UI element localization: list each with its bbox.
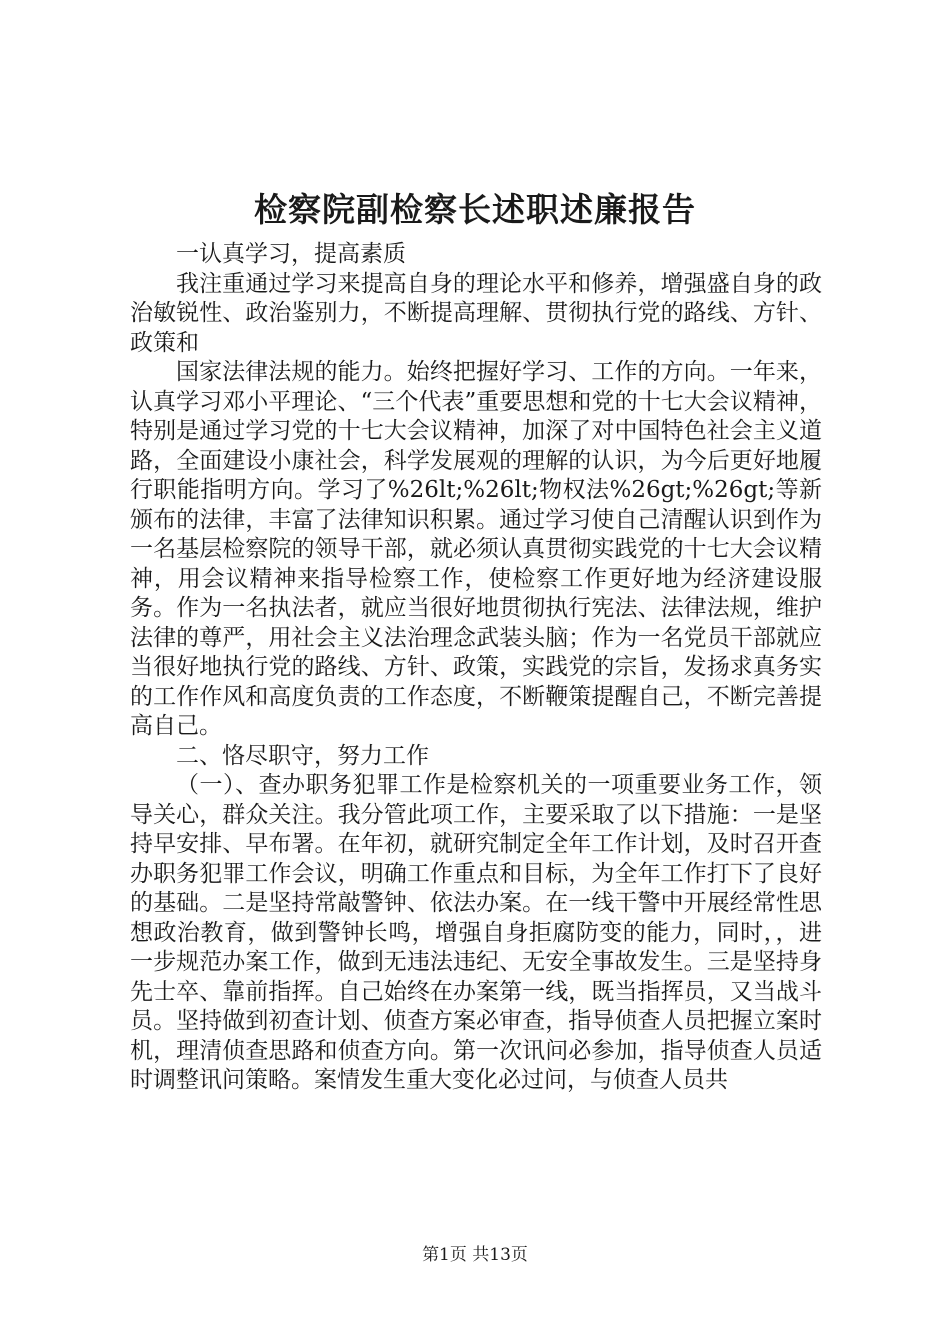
paragraph: 国家法律法规的能力。始终把握好学习、工作的方向。一年来，认真学习邓小平理论、“三个代表”重要思想和党的十七大会议精神，特别是通过学习党的十七大会议精神，加深了对中国特色社会主义道路，全面建设小康社会，科学发展观的理解的认识，为今后更好地履行职能指明方向。学习了%26lt;%26lt;物权法%26gt;%26gt;等新颁布的法律，丰富了法律知识积累。通过学习使自己清醒认识到作为一名基层检察院的领导干部，就必须认真贯彻实践党的十七大会议精神，用会议精神来指导检察工作，使检察工作更好地为经济建设服务。作为一名执法者，就应当很好地贯彻执行宪法、法律法规，维护法律的尊严，用社会主义法治理念武装头脑；作为一名党员干部就应当很好地执行党的路线、方针、政策，实践党的宗旨，发扬求真务实的工作作风和高度负责的工作态度，不断鞭策提醒自己，不断完善提高自己。 (130, 359, 822, 739)
paragraph: （一）、查办职务犯罪工作是检察机关的一项重要业务工作，领导关心，群众关注。我分管此项工作，主要采取了以下措施：一是坚持早安排、早布署。在年初，就研究制定全年工作计划，及时召开查办职务犯罪工作会议，明确工作重点和目标，为全年工作打下了良好的基础。二是坚持常敲警钟、依法办案。在一线干警中开展经常性思想政治教育，做到警钟长鸣，增强自身拒腐防变的能力，同时，，进一步规范办案工作，做到无违法违纪、无安全事故发生。三是坚持身先士卒、靠前指挥。自己始终在办案第一线，既当指挥员，又当战斗员。坚持做到初查计划、侦查方案必审查，指导侦查人员把握立案时机，理清侦查思路和侦查方向。第一次讯问必参加，指导侦查人员适时调整讯问策略。案情发生重大变化必过问，与侦查人员共 (130, 772, 822, 1093)
section-heading: 二、恪尽职守，努力工作 (176, 742, 429, 769)
paragraph: 我注重通过学习来提高自身的理论水平和修养，增强盛自身的政治敏锐性、政治鉴别力，不断提高理解、贯彻执行党的路线、方针、政策和 (130, 270, 822, 356)
document-title: 检察院副检察长述职述廉报告 (254, 190, 696, 229)
section-heading: 一认真学习，提高素质 (176, 241, 406, 267)
page-number-footer: 第1页 共13页 (422, 1245, 528, 1265)
document-body (130, 240, 822, 1096)
